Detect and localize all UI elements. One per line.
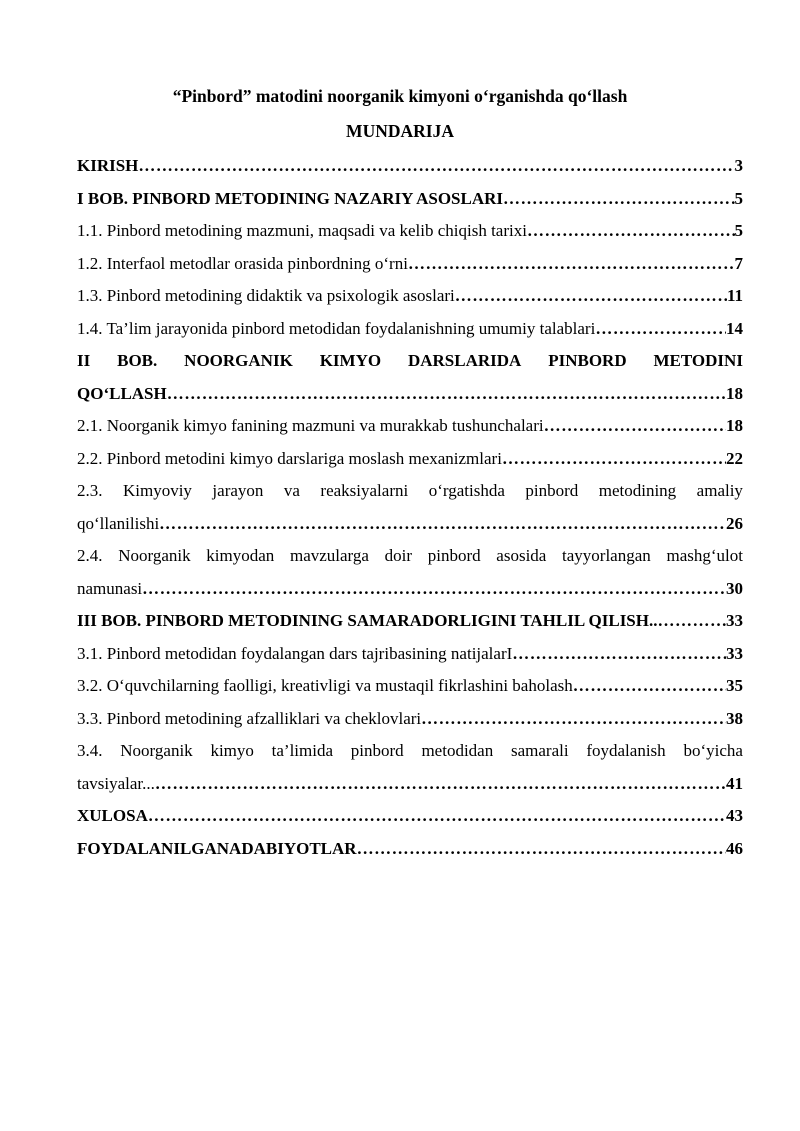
toc-entry-word: mavzularga: [289, 546, 369, 565]
toc-entry-word: va: [283, 481, 300, 500]
toc-entry-word: kimyo: [210, 741, 254, 760]
toc-entry-line: [77, 280, 743, 313]
table-of-contents: [77, 150, 743, 865]
dot-leader: [595, 313, 726, 346]
toc-entry-word: ta’limida: [271, 741, 334, 760]
toc-entry-line: [77, 508, 743, 541]
toc-entry-line: [77, 183, 743, 216]
dot-leader: [357, 833, 726, 866]
toc-heading: MUNDARIJA: [346, 121, 454, 141]
toc-entry-word: pinbord: [525, 481, 579, 500]
toc-entry-page-number: 35: [726, 676, 743, 695]
toc-entry-line: [77, 313, 743, 346]
toc-entry: [77, 735, 743, 800]
toc-entry-page-number: 33: [726, 643, 743, 663]
toc-entry-word: II: [77, 351, 91, 370]
toc-entry-word: pinbord: [350, 741, 404, 760]
toc-entry-first-line: [77, 735, 743, 768]
toc-entry-line: [77, 605, 743, 638]
toc-entry-word: KIMYO: [319, 351, 382, 370]
toc-entry: [77, 215, 743, 248]
toc-entry-word: metodining: [598, 481, 677, 500]
toc-entry-label: 2.1. Noorganik kimyo fanining mazmuni va murakkab tushunchalari: [77, 416, 544, 435]
toc-entry-line: [77, 670, 743, 703]
toc-entry-word: foydalanish: [586, 741, 666, 760]
toc-entry-word: mashg‘ulot: [666, 546, 743, 565]
toc-entry-label: I BOB. PINBORD METODINING NAZARIY ASOSLARI: [77, 188, 504, 208]
toc-entry-line: [77, 378, 743, 411]
toc-entry-label: 3.2. O‘quvchilarning faolligi, kreativligi va mustaqil fikrlashini baholash: [77, 676, 573, 695]
toc-entry-line: [77, 703, 743, 736]
toc-entry-word: DARSLARIDA: [407, 351, 522, 370]
toc-entry-page-number: 5: [734, 221, 743, 240]
toc-entry-label: 2.2. Pinbord metodini kimyo darslariga moslash mexanizmlari: [77, 448, 502, 468]
dot-leader: [512, 638, 726, 671]
dot-leader: [421, 703, 726, 736]
toc-entry-word: kimyodan: [206, 546, 275, 565]
toc-entry-word: BOB.: [117, 351, 158, 370]
toc-entry-label: FOYDALANILGANADABIYOTLAR: [77, 838, 357, 858]
toc-entry-first-line: [77, 475, 743, 508]
dot-leader: [502, 443, 726, 476]
dot-leader: [142, 573, 726, 606]
toc-entry-page-number: 30: [726, 578, 743, 598]
dot-leader: [544, 410, 726, 443]
toc-entry-page-number: 18: [726, 416, 743, 435]
toc-entry-page-number: 18: [726, 383, 743, 403]
toc-entry-word: reaksiyalarni: [320, 481, 409, 500]
toc-entry-word: bo‘yicha: [683, 741, 743, 760]
toc-entry-word: metodidan: [421, 741, 494, 760]
toc-entry-word: 3.4.: [77, 741, 103, 760]
dot-leader: [138, 150, 734, 183]
toc-entry-word: PINBORD: [548, 351, 627, 370]
toc-entry-page-number: 46: [726, 838, 743, 858]
toc-entry-line: [77, 248, 743, 281]
toc-entry-label: 3.3. Pinbord metodining afzalliklari va cheklovlari: [77, 708, 422, 728]
toc-entry-word: METODINI: [653, 351, 743, 370]
toc-entry: [77, 410, 743, 443]
dot-leader: [455, 280, 727, 313]
dot-leader: [503, 183, 734, 216]
dot-leader: [155, 768, 726, 801]
toc-entry-page-number: 41: [726, 773, 743, 793]
document-title: “Pinbord” matodini noorganik kimyoni o‘rganishda qo‘llash: [172, 86, 628, 106]
toc-entry-first-line: [77, 345, 743, 378]
toc-entry: [77, 183, 743, 216]
toc-entry: [77, 248, 743, 281]
toc-entry-page-number: 3: [734, 156, 743, 175]
dot-leader: [527, 215, 735, 248]
toc-entry: [77, 670, 743, 703]
dot-leader: [657, 605, 726, 638]
toc-entry-word: pinbord: [427, 546, 481, 565]
toc-entry-page-number: 43: [726, 806, 743, 825]
toc-entry: [77, 280, 743, 313]
toc-entry-page-number: 11: [726, 286, 743, 305]
toc-entry: [77, 638, 743, 671]
dot-leader: [148, 800, 726, 833]
toc-entry-label: QO‘LLASH: [77, 383, 167, 403]
toc-entry-word: 2.4.: [77, 546, 103, 565]
toc-entry: [77, 443, 743, 476]
toc-entry: [77, 345, 743, 410]
toc-entry-word: NOORGANIK: [184, 351, 293, 370]
toc-entry-line: [77, 443, 743, 476]
toc-entry: [77, 313, 743, 346]
toc-entry-page-number: 5: [734, 188, 743, 208]
toc-entry-line: [77, 768, 743, 801]
toc-entry-word: Kimyoviy: [122, 481, 192, 500]
toc-entry-word: amaliy: [696, 481, 743, 500]
toc-entry-line: [77, 150, 743, 183]
toc-entry: [77, 605, 743, 638]
toc-entry-first-line: [77, 540, 743, 573]
toc-entry-label: 1.4. Ta’lim jarayonida pinbord metodidan foydalanishning umumiy talablari: [77, 318, 596, 338]
toc-entry: [77, 150, 743, 183]
toc-entry-line: [77, 215, 743, 248]
toc-entry-page-number: 14: [726, 318, 743, 338]
toc-entry-line: [77, 573, 743, 606]
toc-entry-word: o‘rgatishda: [428, 481, 505, 500]
toc-entry-label: namunasi: [77, 578, 143, 598]
toc-entry-label: 1.1. Pinbord metodining mazmuni, maqsadi va kelib chiqish tarixi: [77, 221, 527, 240]
toc-entry-word: asosida: [496, 546, 547, 565]
dot-leader: [573, 670, 726, 703]
toc-entry: [77, 540, 743, 605]
toc-entry-word: jarayon: [212, 481, 264, 500]
toc-entry-page-number: 22: [726, 448, 743, 468]
toc-entry-label: 1.2. Interfaol metodlar orasida pinbordning o‘rni: [77, 253, 408, 273]
toc-entry-line: [77, 800, 743, 833]
toc-entry-label: KIRISH: [77, 156, 139, 175]
toc-entry-page-number: 38: [726, 708, 743, 728]
toc-entry: [77, 800, 743, 833]
toc-entry-word: doir: [384, 546, 413, 565]
toc-entry: [77, 833, 743, 866]
toc-entry-label: 3.1. Pinbord metodidan foydalangan dars tajribasining natijalarI: [77, 643, 513, 663]
toc-entry-line: [77, 833, 743, 866]
toc-entry-word: 2.3.: [77, 481, 103, 500]
toc-entry-page-number: 33: [726, 611, 743, 630]
toc-entry-word: tayyorlangan: [562, 546, 651, 565]
toc-entry-line: [77, 638, 743, 671]
toc-entry-label: 1.3. Pinbord metodining didaktik va psixologik asoslari: [77, 286, 455, 305]
toc-entry-word: Noorganik: [120, 741, 193, 760]
toc-entry-word: Noorganik: [118, 546, 191, 565]
toc-entry-label: III BOB. PINBORD METODINING SAMARADORLIGINI TAHLIL QILISH..: [77, 611, 658, 630]
toc-entry: [77, 475, 743, 540]
toc-entry: [77, 703, 743, 736]
toc-entry-page-number: 7: [734, 253, 743, 273]
toc-entry-label: qo‘llanilishi: [77, 513, 160, 533]
toc-entry-page-number: 26: [726, 513, 743, 533]
dot-leader: [159, 508, 726, 541]
toc-entry-word: samarali: [510, 741, 569, 760]
toc-entry-line: [77, 410, 743, 443]
toc-entry-label: XULOSA: [77, 806, 148, 825]
dot-leader: [167, 378, 726, 411]
dot-leader: [408, 248, 735, 281]
toc-entry-label: tavsiyalar...: [77, 773, 155, 793]
